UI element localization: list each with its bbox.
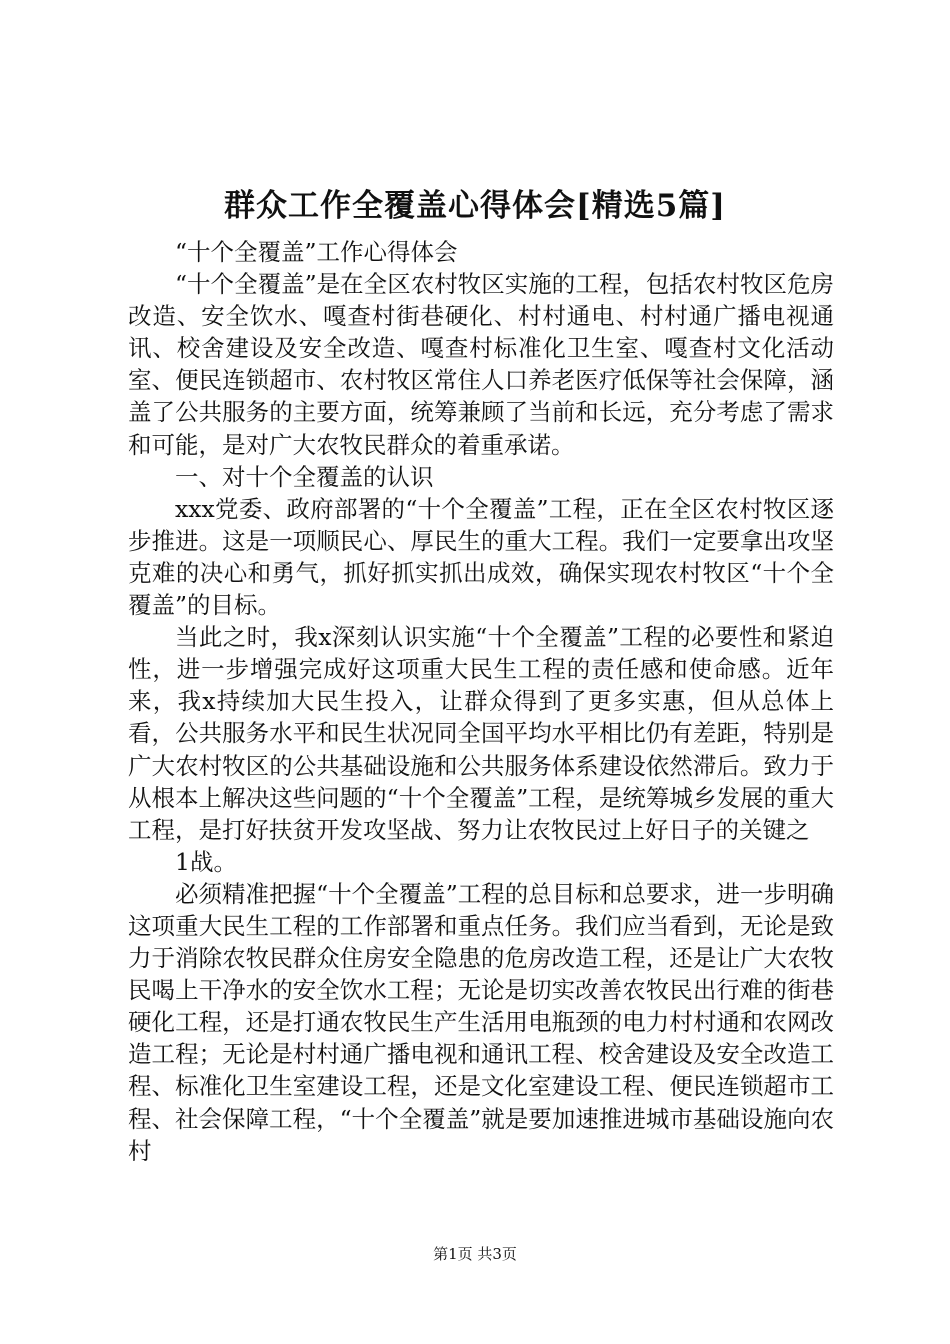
paragraph: 必须精准把握“十个全覆盖”工程的总目标和总要求，进一步明确这项重大民生工程的工作部署和重点任务。我们应当看到，无论是致力于消除农牧民群众住房安全隐患的危房改造工程，还是让广大农牧民喝上干净水的安全饮水工程；无论是切实改善农牧民出行难的街巷硬化工程，还是打通农牧民生产生活用电瓶颈的电力村村通和农网改造工程；无论是村村通广播电视和通讯工程、校舍建设及安全改造工程、标准化卫生室建设工程，还是文化室建设工程、便民连锁超市工程、社会保障工程，“十个全覆盖”就是要加速推进城市基础设施向农村 [128,879,834,1165]
paragraph: xxx党委、政府部署的“十个全覆盖”工程，正在全区农村牧区逐步推进。这是一项顺民心、厚民生的重大工程。我们一定要拿出攻坚克难的决心和勇气，抓好抓实抓出成效，确保实现农村牧区“十个全覆盖”的目标。 [128,494,834,620]
document-body [128,236,834,1167]
paragraph: 当此之时，我x深刻认识实施“十个全覆盖”工程的必要性和紧迫性，进一步增强完成好这项重大民生工程的责任感和使命感。近年来，我x持续加大民生投入，让群众得到了更多实惠，但从总体上看，公共服务水平和民生状况同全国平均水平相比仍有差距，特别是广大农村牧区的公共基础设施和公共服务体系建设依然滞后。致力于从根本上解决这些问题的“十个全覆盖”工程，是统筹城乡发展的重大工程，是打好扶贫开发攻坚战、努力让农牧民过上好日子的关键之 [128,623,834,844]
paragraph: 1战。 [175,847,237,876]
paragraph-intro: “十个全覆盖”是在全区农村牧区实施的工程，包括农村牧区危房改造、安全饮水、嘎查村街巷硬化、村村通电、村村通广播电视通讯、校舍建设及安全改造、嘎查村标准化卫生室、嘎查村文化活动室、便民连锁超市、农村牧区常住人口养老医疗低保等社会保障，涵盖了公共服务的主要方面，统筹兼顾了当前和长远，充分考虑了需求和可能，是对广大农牧民群众的着重承诺。 [128,270,834,459]
page-footer: 第1页 共3页 [433,1245,517,1263]
paragraph-subtitle: “十个全覆盖”工作心得体会 [175,238,458,266]
document-title: 群众工作全覆盖心得体会[精选5篇] [224,188,726,224]
section-heading: 一、对十个全覆盖的认识 [175,462,434,491]
